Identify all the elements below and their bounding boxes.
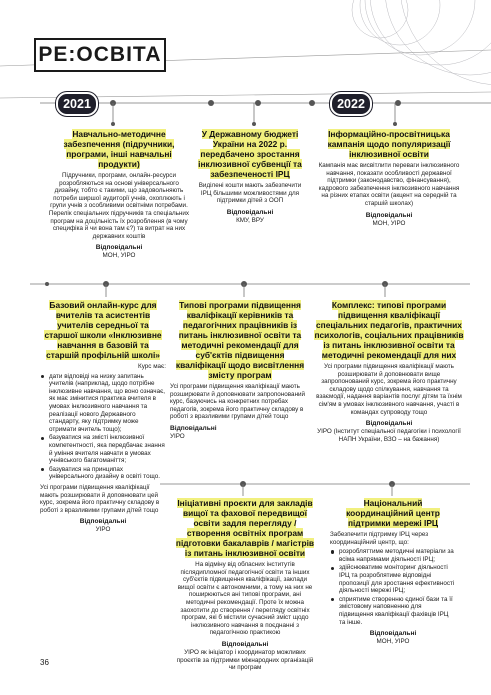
list-item: дати відповіді на низку запитань учителів (наприклад, щодо потрібне інклюзивне навчання, що воно означає, як має змінитися практика вчителя в умовах інклюзивного навчання та реалізації нового Державного стандарту, яку підтримку може отримати вчитель тощо); xyxy=(40,373,166,434)
responsible-label: Відповідальні xyxy=(365,420,413,428)
block-initiative-projects xyxy=(174,498,316,672)
responsible-value: МОН, УІРО xyxy=(102,252,136,260)
responsible-value: МОН, УІРО xyxy=(376,638,410,646)
block-text: Усі програми підвищення кваліфікації мають розширювати й доповнювати цей курс, зокрема його практичну складову в роботі з вразливими групами дітей тощо xyxy=(40,483,160,514)
block-online-course xyxy=(40,300,166,534)
list-item: базуватися на змісті інклюзивної компетентності, яка передбачає знання й уміння вчителя навчати в умовах учнівського багатоманіття; xyxy=(40,434,166,464)
block-text: Підручники, програми, онлайн-ресурси розробляються на основі універсального дизайну, тобто є такими, що задовольняють потреби ширшої аудиторії учнів, охоплюють і групи учнів з особливими освітніми потребами. Перелік спеціальних підручників та спеціальних програм на доцільність їх розроблення (в чому специфіка й чи вона там є?) та витрат на них державних коштів xyxy=(48,172,190,240)
list-item: базуватися на принципах універсального дизайну в освіті тощо. xyxy=(40,466,166,481)
block-title: Комплекс: типові програми підвищення кваліфікації спеціальних педагогів, практичних психологів, соціальних працівників із питань інклюзивної освіти та методичні рекомендації для них xyxy=(314,300,464,360)
bullet-list xyxy=(40,373,166,481)
brand-logo: РЕ:ОСВІТА xyxy=(34,38,166,72)
responsible-label: Відповідальні xyxy=(226,208,274,216)
responsible-label: Відповідальні xyxy=(95,244,143,252)
responsible-label: Відповідальні xyxy=(365,211,413,219)
block-title: Інформаційно-просвітницька кампанія щодо популяризації інклюзивної освіти xyxy=(327,129,451,159)
block-title: Ініціативні проєкти для закладів вищої та фахової передвищої освіти задля перегляду / створення освітніх програм підготовки бакалаврів / магістрів із питань інклюзивної освіти xyxy=(175,498,315,558)
responsible-label: Відповідальні xyxy=(79,518,127,526)
block-text: Виділені кошти мають забезпечити ІРЦ більшими можливостями для підтримки дітей з ООП xyxy=(198,182,302,205)
block-text: Кампанія має висвітлити переваги інклюзивного навчання, показати особливості державної підтримки (законодавство, фінансування), кадрового забезпечення інклюзивного навчання на різних етапах освіти (акцент на середній та старшій школах) xyxy=(318,162,460,207)
responsible-value: УІРО xyxy=(95,526,111,534)
responsible-label: Відповідальні xyxy=(369,630,417,638)
block-learning-materials xyxy=(48,129,190,260)
block-title: Базовий онлайн-курс для вчителів та асистентів учителів середньої та старшої школи «Інклюзивне навчання в базовій та старшій профільній школі» xyxy=(44,300,162,360)
responsible-label: Відповідальні xyxy=(170,424,217,432)
responsible-value: УІРО як ініціатор і координатор можливих проєктів за підтримки міжнародних організацій чи програм xyxy=(176,648,314,672)
block-text: На відміну від обласних інститутів післядипломної педагогічної освіти та інших суб'єктів підвищення кваліфікації, заклади вищої освіти є автономними, а тому на них не поширюються ані типові програми, ані методичні рекомендації. Проте їх можна заохотити до створення / перегляду освітніх програм, які б містили сучасний зміст щодо інклюзивного навчання в поєднанні з педагогічною практикою xyxy=(177,561,313,637)
responsible-value: УІРО (Інститут спеціальної педагогіки і психології НАПН України, ВЗО – на бажання) xyxy=(317,428,461,443)
block-title: Національний координаційний центр підтримки мережі ІРЦ xyxy=(346,498,440,528)
list-item: здійснюватиме моніторинг діяльності ІРЦ та розроблятиме відповідні пропозиції для зростання ефективності діяльності мережі ІРЦ; xyxy=(330,564,456,594)
page-number: 36 xyxy=(40,658,49,667)
year-badge-2021: 2021 xyxy=(56,92,98,116)
responsible-label: Відповідальні xyxy=(221,640,269,648)
block-typical-programs xyxy=(170,300,310,441)
block-title: У Державному бюджеті України на 2022 р. передбачено зростання інклюзивної субвенції та забезпеченості ІРЦ xyxy=(198,129,302,179)
block-title: Типові програми підвищення кваліфікації керівників та педагогічних працівників із питань інклюзивної освіти та методичні рекомендації для суб'єктів підвищення кваліфікації щодо висвітлення змісту програм xyxy=(175,300,305,380)
block-text: Усі програми підвищення кваліфікації мають розширювати й доповнювати запропонований курс, базуючись на конкретних потребах педагогів, зокрема його практичну складову в роботі з вразливими групами дітей тощо xyxy=(170,383,306,421)
year-badge-2022: 2022 xyxy=(330,92,372,116)
block-coordination-center xyxy=(330,498,456,646)
list-item: розробляттиме методичні матеріали за всіма напрямами діяльності ІРЦ; xyxy=(330,548,456,563)
block-intro: Курс має: xyxy=(138,363,166,370)
block-state-budget xyxy=(195,129,305,224)
block-title: Навчально-методичне забезпечення (підручники, програми, інші навчальні продукти) xyxy=(63,129,175,169)
block-info-campaign xyxy=(316,129,462,227)
block-specialists-programs xyxy=(314,300,464,443)
list-item: сприятиме створенню єдиної бази та її змістовому наповненню для підвищення кваліфікації фахівців ІРЦ та інше. xyxy=(330,596,456,626)
responsible-value: КМУ, ВРУ xyxy=(236,216,264,224)
responsible-value: МОН, УІРО xyxy=(372,219,406,227)
responsible-value: УІРО xyxy=(170,432,185,440)
block-text: Усі програми підвищення кваліфікації мають розширювати й доповнювати вище запропонований курс, зокрема його практичну складову щодо спілкування, навчання та взаємодії, надання варіантів послуг дітям та їхнім сім'ям в умовах інклюзивного навчання, участі в командах супроводу тощо xyxy=(316,363,462,416)
block-intro: Забезпечити підтримку ІРЦ через координаційний центр, що: xyxy=(330,531,429,546)
bullet-list xyxy=(330,548,456,626)
